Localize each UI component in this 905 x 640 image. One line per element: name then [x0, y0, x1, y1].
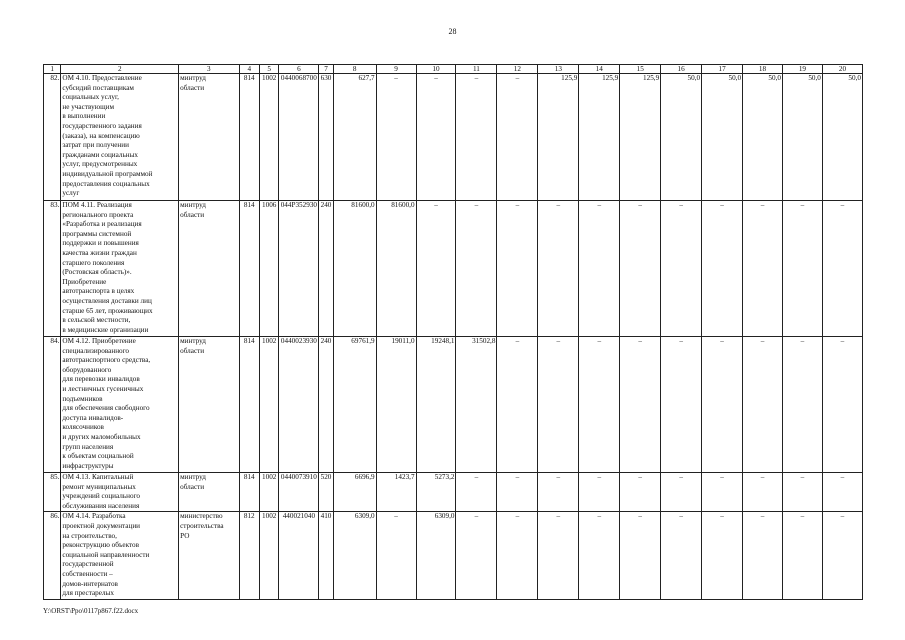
column-header: 12: [497, 65, 538, 74]
expense-type-cell: 410: [319, 512, 333, 599]
table-row: [44, 512, 863, 599]
year-amount-cell: –: [743, 337, 783, 473]
year-amount-cell: –: [579, 201, 620, 337]
column-header: 1: [44, 65, 61, 74]
year-amount-cell: 81600,0: [376, 201, 416, 337]
measure-name-cell: ПОМ 4.11. Реализация регионального проекта «Разработка и реализация программы системной поддержки и повышения качества жизни граждан старшего поколения (Ростовская область)». Приобретение автотранспорта в целях осуществления доставки лиц старше 65 лет, проживающих в сельской местности, в медицинские организации: [61, 201, 179, 337]
section-code-cell: 1006: [259, 201, 278, 337]
year-amount-cell: –: [497, 337, 538, 473]
target-article-cell: 0440068700: [279, 74, 319, 201]
year-amount-cell: 50,0: [782, 74, 822, 201]
year-amount-cell: –: [538, 473, 579, 512]
section-code-cell: 1002: [259, 473, 278, 512]
year-amount-cell: –: [497, 473, 538, 512]
year-amount-cell: –: [702, 201, 743, 337]
year-amount-cell: –: [782, 337, 822, 473]
measure-name-cell: ОМ 4.14. Разработка проектной документации на строительство, реконструкцию объектов социальной направленности государственной собственности – домов-интернатов для престарелых: [61, 512, 179, 599]
year-amount-cell: –: [822, 512, 862, 599]
table-row: [44, 337, 863, 473]
total-amount-cell: 627,7: [333, 74, 376, 201]
column-header: 7: [319, 65, 333, 74]
year-amount-cell: 125,9: [538, 74, 579, 201]
total-amount-cell: 81600,0: [333, 201, 376, 337]
column-header: 20: [822, 65, 862, 74]
year-amount-cell: 50,0: [702, 74, 743, 201]
budget-table: [43, 64, 863, 600]
section-code-cell: 1002: [259, 512, 278, 599]
year-amount-cell: –: [743, 201, 783, 337]
year-amount-cell: –: [661, 473, 702, 512]
year-amount-cell: –: [661, 337, 702, 473]
expense-type-cell: 240: [319, 201, 333, 337]
table-row: [44, 201, 863, 337]
year-amount-cell: –: [743, 473, 783, 512]
executor-cell: минтруд области: [179, 473, 239, 512]
year-amount-cell: –: [416, 201, 456, 337]
target-article-cell: 0440023930: [279, 337, 319, 473]
year-amount-cell: –: [782, 512, 822, 599]
year-amount-cell: –: [702, 337, 743, 473]
year-amount-cell: –: [702, 473, 743, 512]
grbs-code-cell: 814: [239, 473, 259, 512]
column-header: 14: [579, 65, 620, 74]
year-amount-cell: –: [579, 473, 620, 512]
column-header: 9: [376, 65, 416, 74]
year-amount-cell: 125,9: [620, 74, 661, 201]
header-row: [44, 65, 863, 74]
year-amount-cell: –: [782, 473, 822, 512]
row-number-cell: 82.: [44, 74, 61, 201]
year-amount-cell: –: [579, 512, 620, 599]
year-amount-cell: –: [497, 74, 538, 201]
year-amount-cell: –: [661, 512, 702, 599]
column-header: 18: [743, 65, 783, 74]
year-amount-cell: –: [620, 337, 661, 473]
year-amount-cell: –: [456, 473, 497, 512]
year-amount-cell: –: [702, 512, 743, 599]
executor-cell: министерство строительства РО: [179, 512, 239, 599]
total-amount-cell: 69761,9: [333, 337, 376, 473]
target-article-cell: 0440073910: [279, 473, 319, 512]
grbs-code-cell: 814: [239, 74, 259, 201]
year-amount-cell: –: [538, 512, 579, 599]
year-amount-cell: 50,0: [822, 74, 862, 201]
year-amount-cell: 19011,0: [376, 337, 416, 473]
column-header: 19: [782, 65, 822, 74]
row-number-cell: 86.: [44, 512, 61, 599]
year-amount-cell: 6309,0: [416, 512, 456, 599]
column-header: 6: [279, 65, 319, 74]
year-amount-cell: –: [497, 201, 538, 337]
year-amount-cell: –: [822, 473, 862, 512]
target-article-cell: 044P352930: [279, 201, 319, 337]
measure-name-cell: ОМ 4.12. Приобретение специализированного автотранспортного средства, оборудованного для перевозки инвалидов и лестничных гусеничных подъемников для обеспечения свободного доступа инвалидов- колясочников и других маломобильных групп населения к объектам социальной инфраструктуры: [61, 337, 179, 473]
year-amount-cell: –: [579, 337, 620, 473]
year-amount-cell: 50,0: [661, 74, 702, 201]
year-amount-cell: –: [620, 512, 661, 599]
column-header: 5: [259, 65, 278, 74]
expense-type-cell: 630: [319, 74, 333, 201]
column-header: 13: [538, 65, 579, 74]
total-amount-cell: 6696,9: [333, 473, 376, 512]
year-amount-cell: –: [376, 74, 416, 201]
year-amount-cell: –: [538, 201, 579, 337]
year-amount-cell: –: [782, 201, 822, 337]
column-header: 4: [239, 65, 259, 74]
document-file-path: Y:\ORST\Ppo\0117p867.f22.docx: [43, 607, 139, 615]
page-number: 28: [448, 27, 457, 36]
column-header: 17: [702, 65, 743, 74]
year-amount-cell: –: [456, 201, 497, 337]
grbs-code-cell: 814: [239, 201, 259, 337]
year-amount-cell: –: [497, 512, 538, 599]
total-amount-cell: 6309,0: [333, 512, 376, 599]
column-header: 3: [179, 65, 239, 74]
expense-type-cell: 240: [319, 337, 333, 473]
column-header: 8: [333, 65, 376, 74]
year-amount-cell: 31502,8: [456, 337, 497, 473]
year-amount-cell: 1423,7: [376, 473, 416, 512]
column-header: 10: [416, 65, 456, 74]
year-amount-cell: –: [376, 512, 416, 599]
row-number-cell: 84.: [44, 337, 61, 473]
measure-name-cell: ОМ 4.10. Предоставление субсидий поставщикам социальных услуг, не участвующим в выполнении государственного задания (заказа), на компенсацию затрат при получении гражданами социальных услуг, предусмотренных индивидуальной программой предоставления социальных услуг: [61, 74, 179, 201]
column-header: 11: [456, 65, 497, 74]
grbs-code-cell: 812: [239, 512, 259, 599]
year-amount-cell: 5273,2: [416, 473, 456, 512]
year-amount-cell: 50,0: [743, 74, 783, 201]
section-code-cell: 1002: [259, 337, 278, 473]
executor-cell: минтруд области: [179, 201, 239, 337]
table-row: [44, 74, 863, 201]
year-amount-cell: –: [620, 473, 661, 512]
executor-cell: минтруд области: [179, 337, 239, 473]
year-amount-cell: –: [661, 201, 702, 337]
target-article-cell: 440021040: [279, 512, 319, 599]
year-amount-cell: –: [456, 512, 497, 599]
column-header: 16: [661, 65, 702, 74]
section-code-cell: 1002: [259, 74, 278, 201]
year-amount-cell: 19248,1: [416, 337, 456, 473]
row-number-cell: 85.: [44, 473, 61, 512]
year-amount-cell: –: [456, 74, 497, 201]
table-row: [44, 473, 863, 512]
year-amount-cell: –: [416, 74, 456, 201]
measure-name-cell: ОМ 4.13. Капитальный ремонт муниципальных учреждений социального обслуживания населения: [61, 473, 179, 512]
column-header: 2: [61, 65, 179, 74]
year-amount-cell: –: [822, 337, 862, 473]
expense-type-cell: 520: [319, 473, 333, 512]
grbs-code-cell: 814: [239, 337, 259, 473]
year-amount-cell: –: [538, 337, 579, 473]
row-number-cell: 83.: [44, 201, 61, 337]
year-amount-cell: –: [620, 201, 661, 337]
executor-cell: минтруд области: [179, 74, 239, 201]
year-amount-cell: –: [743, 512, 783, 599]
year-amount-cell: 125,9: [579, 74, 620, 201]
year-amount-cell: –: [822, 201, 862, 337]
column-header: 15: [620, 65, 661, 74]
